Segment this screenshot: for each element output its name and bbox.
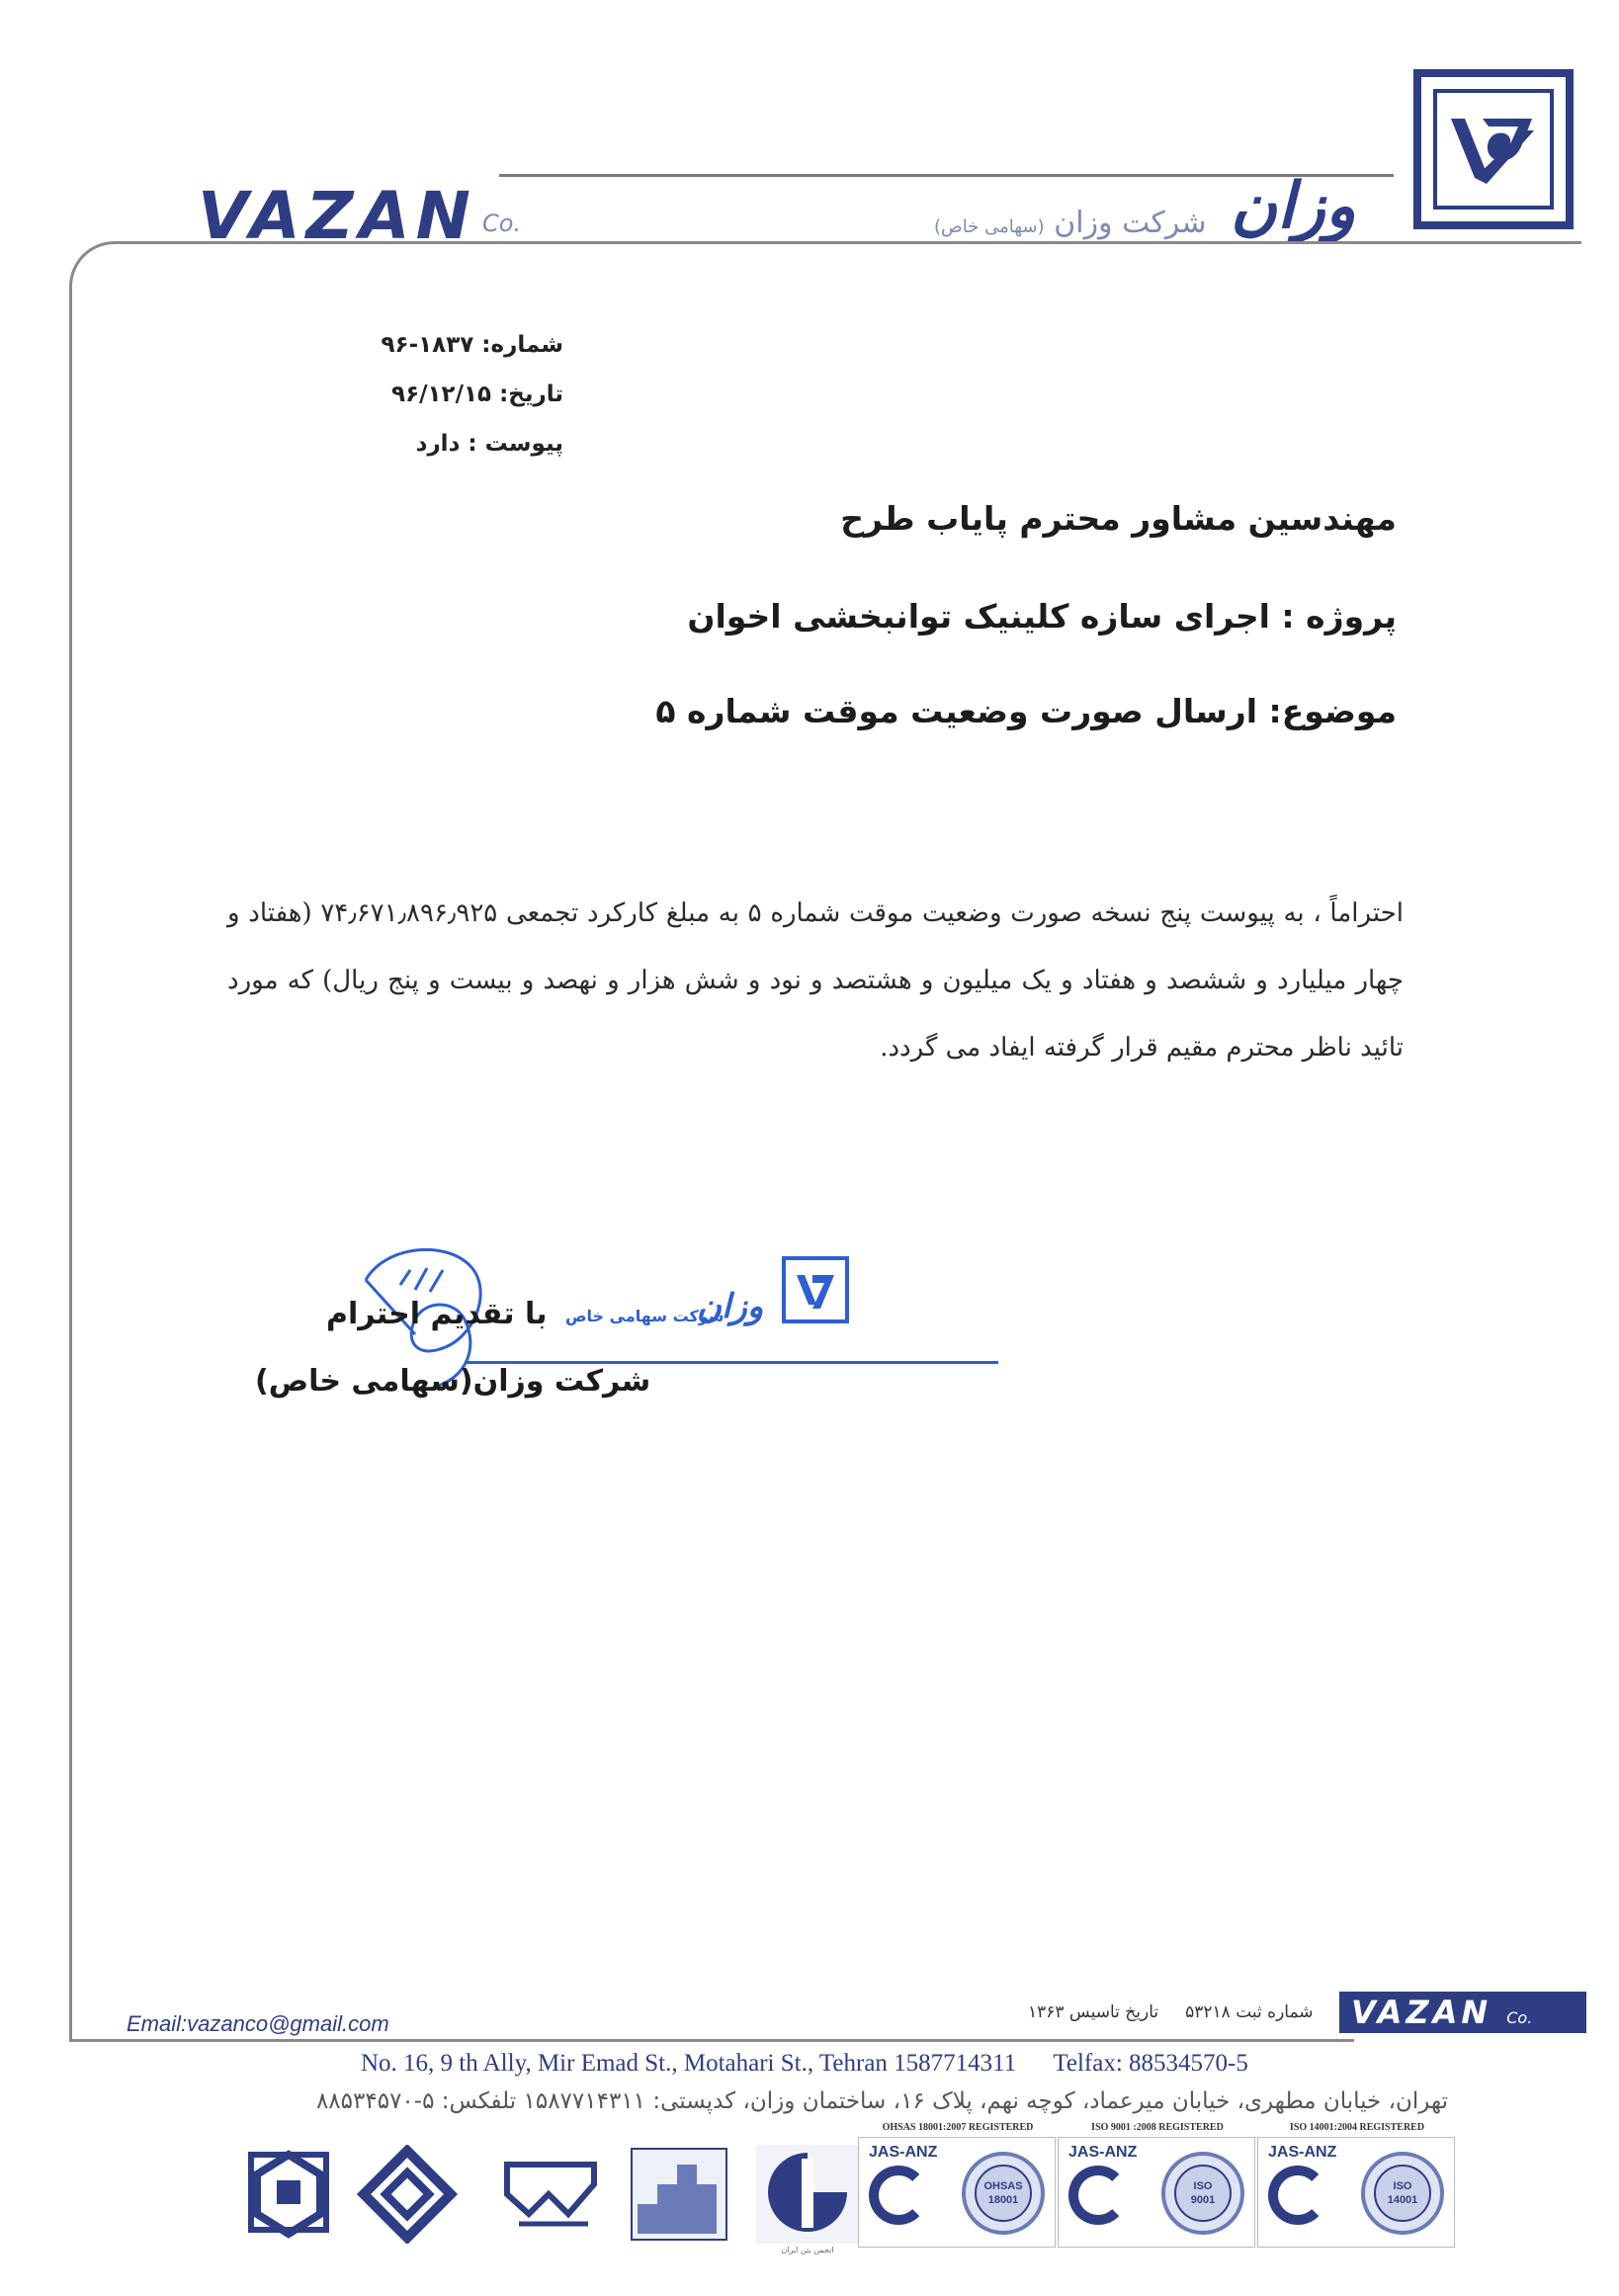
certificate-seal-icon <box>1161 2152 1244 2235</box>
stamp-company: شرکت سهامی خاص <box>565 1307 724 1325</box>
brand-logo-latin: VAZAN <box>198 178 476 254</box>
project-line: پروژه : اجرای سازه کلینیک توانبخشی اخوان <box>687 597 1397 636</box>
concrete-association-logo-icon <box>756 2145 860 2244</box>
letter-body: احتراماً ، به پیوست پنج نسخه صورت وضعیت موقت شماره ۵ به مبلغ کارکرد تجمعی ۷۴٫۶۷۱٫۸۹۶٫۹۲۵ (هفتاد و چهار میلیارد و ششصد و هفتاد و یک میلیون و هشتصد و نود و شش هزار و نهصد و بیست و پنج ریال) که مورد تائید ناظر محترم مقیم قرار گرفته ایفاد می گردد. <box>227 898 1404 1063</box>
certificate-seal-icon <box>1361 2152 1444 2235</box>
footer-brand <box>1339 1992 1586 2033</box>
association-logo-4-icon <box>628 2145 731 2244</box>
jas-anz-c-icon <box>869 2166 928 2225</box>
accreditation-mark: JAS-ANZ <box>1068 2144 1138 2161</box>
letter-attachment: پیوست : دارد <box>415 431 563 457</box>
certificate-iso9001 <box>1058 2122 1255 2248</box>
certificate-seal-icon <box>962 2152 1045 2235</box>
recipient: مهندسین مشاور محترم پایاب طرح <box>840 499 1397 538</box>
seal-label: ISO 9001 <box>1174 2165 1232 2222</box>
signatory-company: شرکت وزان(سهامی خاص) <box>255 1364 651 1399</box>
association-logo-1-icon <box>237 2145 341 2244</box>
certificate-iso14001 <box>1257 2122 1455 2248</box>
footer-brand-name: VAZAN <box>1351 1994 1492 2031</box>
association-logo-2-icon <box>356 2145 460 2244</box>
concrete-association-caption: انجمن بتن ایران <box>781 2246 834 2254</box>
seal-label: ISO 14001 <box>1374 2165 1431 2222</box>
footer-email: Email:vazanco@gmail.com <box>127 2011 389 2036</box>
page-frame-bottom <box>69 2039 1354 2042</box>
accreditation-mark: JAS-ANZ <box>869 2144 938 2161</box>
certificate-title: ISO 9001 :2008 REGISTERED <box>1091 2122 1224 2133</box>
letter-meta <box>336 332 563 480</box>
company-emblem-icon <box>1413 69 1574 229</box>
footer-brand-suffix: Co. <box>1506 2008 1533 2027</box>
stamp-brand: وزان <box>697 1287 764 1326</box>
brand-logo-persian: وزان <box>1231 170 1356 243</box>
letter-number: شماره: ۱۸۳۷-۹۶ <box>381 332 563 358</box>
registration-number: شماره ثبت ۵۳۲۱۸ <box>1185 2002 1314 2022</box>
jas-anz-c-icon <box>1068 2166 1128 2225</box>
founded-date: تاریخ تاسیس ۱۳۶۳ <box>1028 2002 1159 2022</box>
certificate-title: ISO 14001:2004 REGISTERED <box>1289 2122 1425 2133</box>
company-type: (سهامی خاص) <box>934 216 1045 237</box>
jas-anz-c-icon <box>1268 2166 1327 2225</box>
stamp-emblem-icon <box>781 1255 850 1324</box>
association-logo-3-icon <box>499 2145 603 2244</box>
address-persian: تهران، خیابان مطهری، خیابان میرعماد، کوچه نهم، پلاک ۱۶، ساختمان وزان، کدپستی: ۱۵۸۷۷۱۴۳۱۱ تلفکس: ۵-۸۸۵۳۴۵۷۰ <box>315 2088 1448 2114</box>
registration-info <box>1028 2002 1314 2022</box>
brand-suffix: Co. <box>482 210 522 237</box>
address-english <box>361 2050 1248 2078</box>
certificate-ohsas <box>858 2122 1056 2248</box>
subject-line: موضوع: ارسال صورت وضعیت موقت شماره ۵ <box>655 692 1397 730</box>
seal-label: OHSAS 18001 <box>975 2165 1032 2222</box>
certificate-title: OHSAS 18001:2007 REGISTERED <box>882 2122 1034 2133</box>
telfax: Telfax: 88534570-5 <box>1053 2050 1248 2077</box>
company-name: شرکت وزان <box>1054 206 1207 240</box>
closing-greeting: با تقدیم احترام <box>326 1297 548 1331</box>
company-name-header <box>934 206 1207 240</box>
letter-date: تاریخ: ۹۶/۱۲/۱۵ <box>391 382 563 407</box>
address-en-text: No. 16, 9 th Ally, Mir Emad St., Motahari St., Tehran 1587714311 <box>361 2050 1017 2077</box>
accreditation-mark: JAS-ANZ <box>1268 2144 1337 2161</box>
